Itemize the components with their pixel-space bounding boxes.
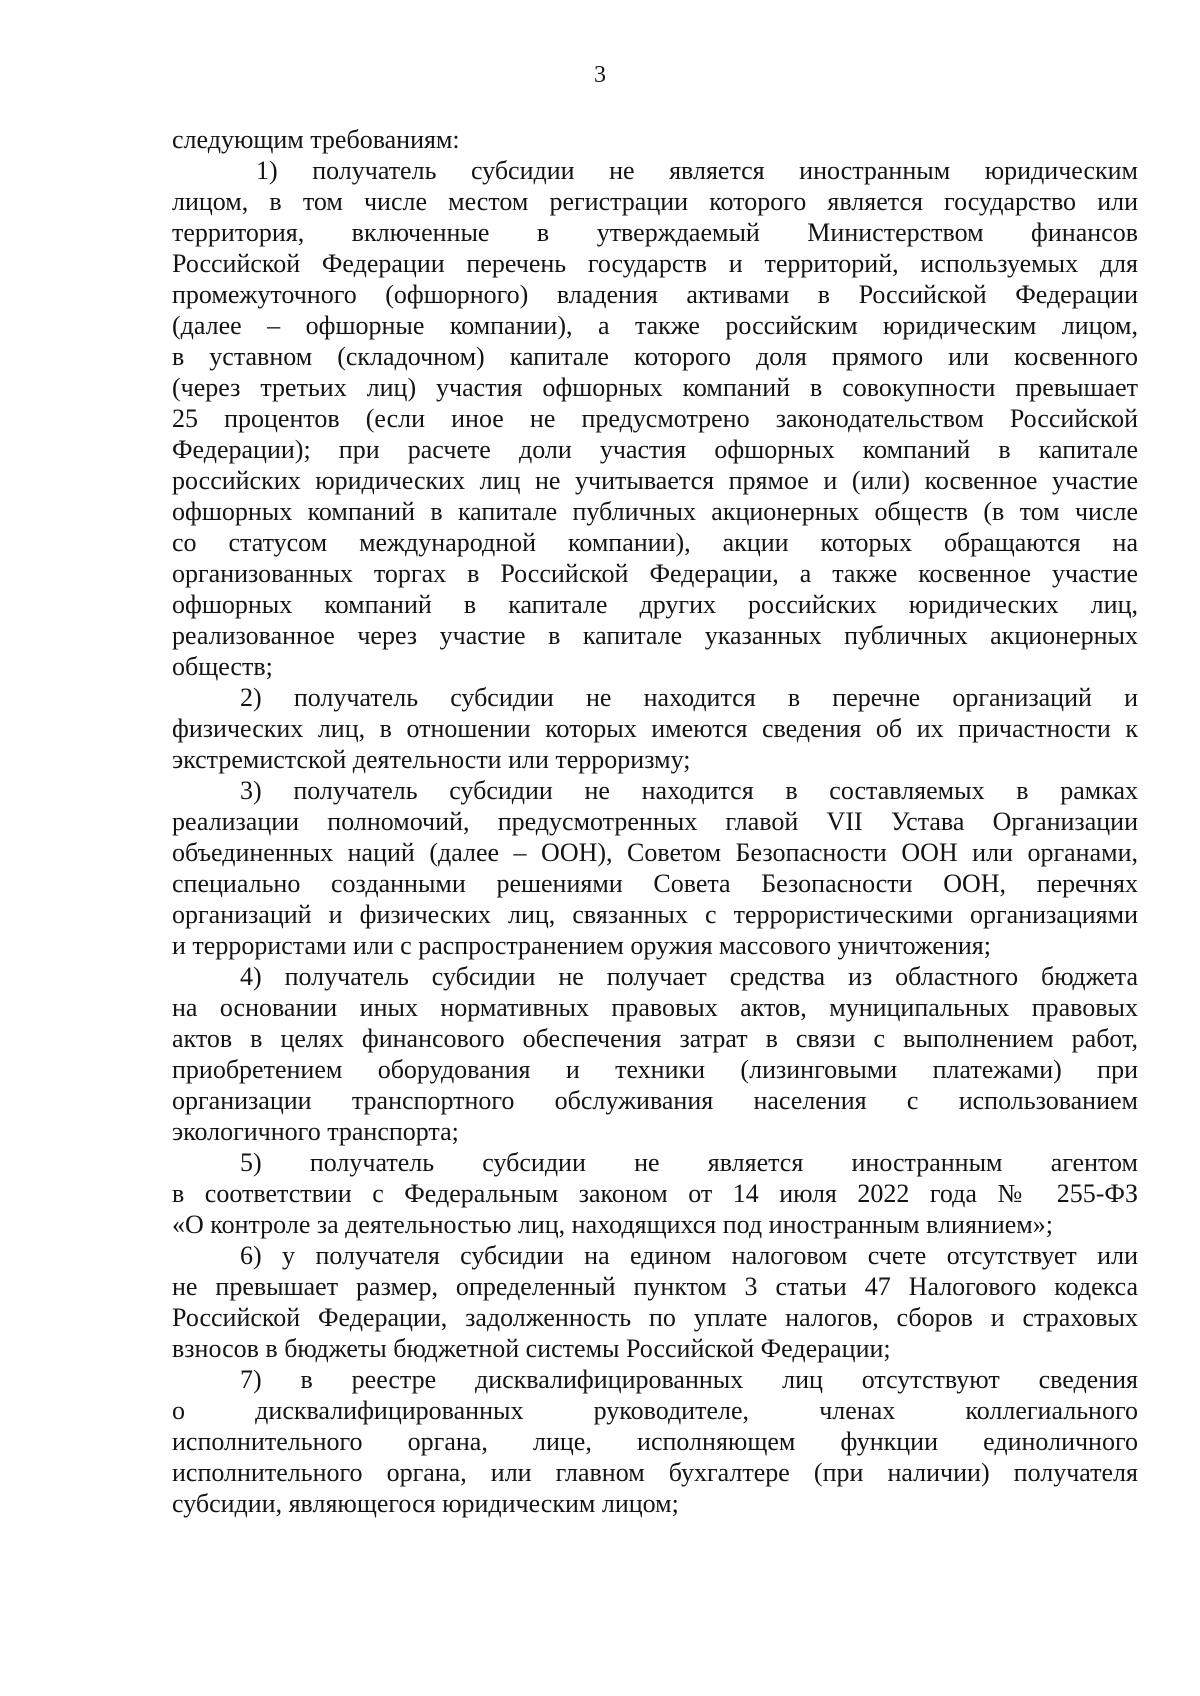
text-line: российских юридических лиц не учитывается прямое и (или) косвенное участие — [172, 466, 1138, 495]
text-line: территория, включенные в утверждаемый Министерством финансов — [172, 218, 1138, 247]
text-line: офшорных компаний в капитале других российских юридических лиц, — [172, 590, 1138, 619]
text-line: и террористами или с распространением оружия массового уничтожения; — [172, 931, 991, 960]
text-line: в уставном (складочном) капитале которого доля прямого или косвенного — [172, 342, 1138, 371]
text-line: лицом, в том числе местом регистрации которого является государство или — [172, 187, 1138, 216]
text-line: в соответствии с Федеральным законом от 14 июля 2022 года № 255-ФЗ — [172, 1179, 1138, 1208]
text-line: исполнительного органа, или главном бухгалтере (при наличии) получателя — [172, 1458, 1138, 1487]
text-line: следующим требованиям: — [172, 125, 460, 154]
list-item-3-line: 3) получатель субсидии не находится в составляемых в рамках — [240, 776, 1138, 805]
text-line: организованных торгах в Российской Федерации, а также косвенное участие — [172, 559, 1138, 588]
text-line: (далее – офшорные компании), а также российским юридическим лицом, — [172, 311, 1138, 340]
text-line: «О контроле за деятельностью лиц, находящихся под иностранным влиянием»; — [172, 1210, 1053, 1239]
document-body — [172, 124, 1138, 1519]
text-line: исполнительного органа, лице, исполняющем функции единоличного — [172, 1427, 1138, 1456]
text-line: обществ; — [172, 652, 273, 681]
page-number: 3 — [594, 62, 606, 88]
list-item-4-line: 4) получатель субсидии не получает средства из областного бюджета — [240, 962, 1138, 991]
text-line: Российской Федерации, задолженность по уплате налогов, сборов и страховых — [172, 1303, 1138, 1332]
text-line: организации транспортного обслуживания населения с использованием — [172, 1086, 1138, 1115]
text-line: (через третьих лиц) участия офшорных компаний в совокупности превышает — [172, 373, 1138, 402]
list-item-7-line: 7) в реестре дисквалифицированных лиц отсутствуют сведения — [240, 1365, 1138, 1394]
text-line: физических лиц, в отношении которых имеются сведения об их причастности к — [172, 714, 1138, 743]
list-item-5-line: 5) получатель субсидии не является иностранным агентом — [240, 1148, 1138, 1177]
text-line: взносов в бюджеты бюджетной системы Российской Федерации; — [172, 1334, 891, 1363]
text-line: со статусом международной компании), акции которых обращаются на — [172, 528, 1138, 557]
list-item-2-line: 2) получатель субсидии не находится в перечне организаций и — [240, 683, 1138, 712]
list-item-1-line: 1) получатель субсидии не является иностранным юридическим — [256, 156, 1138, 185]
text-line: офшорных компаний в капитале публичных акционерных обществ (в том числе — [172, 497, 1138, 526]
text-line: о дисквалифицированных руководителе, членах коллегиального — [172, 1396, 1138, 1425]
text-line: организаций и физических лиц, связанных с террористическими организациями — [172, 900, 1138, 929]
text-line: экстремистской деятельности или терроризму; — [172, 745, 691, 774]
text-line: экологичного транспорта; — [172, 1117, 459, 1146]
text-line: Федерации); при расчете доли участия офшорных компаний в капитале — [172, 435, 1138, 464]
text-line: Российской Федерации перечень государств и территорий, используемых для — [172, 249, 1138, 278]
text-line: актов в целях финансового обеспечения затрат в связи с выполнением работ, — [172, 1024, 1138, 1053]
text-line: реализации полномочий, предусмотренных главой VII Устава Организации — [172, 807, 1138, 836]
text-line: промежуточного (офшорного) владения активами в Российской Федерации — [172, 280, 1138, 309]
text-line: приобретением оборудования и техники (лизинговыми платежами) при — [172, 1055, 1138, 1084]
text-line: на основании иных нормативных правовых актов, муниципальных правовых — [172, 993, 1138, 1022]
text-line: субсидии, являющегося юридическим лицом; — [172, 1489, 679, 1518]
text-line: 25 процентов (если иное не предусмотрено законодательством Российской — [172, 404, 1138, 433]
text-line: реализованное через участие в капитале указанных публичных акционерных — [172, 621, 1138, 650]
text-line: специально созданными решениями Совета Безопасности ООН, перечнях — [172, 869, 1138, 898]
list-item-6-line: 6) у получателя субсидии на едином налоговом счете отсутствует или — [240, 1241, 1138, 1270]
text-line: объединенных наций (далее – ООН), Советом Безопасности ООН или органами, — [172, 838, 1138, 867]
text-line: не превышает размер, определенный пунктом 3 статьи 47 Налогового кодекса — [172, 1272, 1138, 1301]
